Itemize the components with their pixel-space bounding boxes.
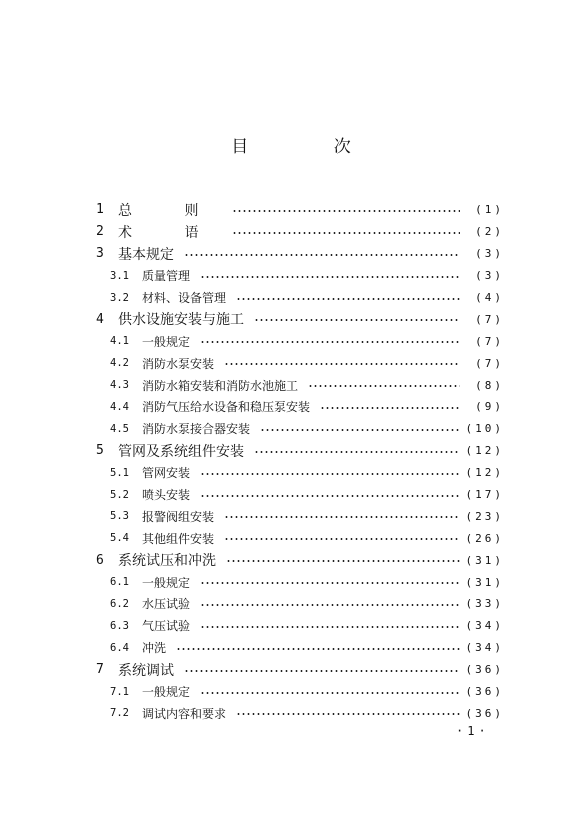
toc-entry-title: 调试内容和要求 (142, 706, 227, 721)
dot-leader (224, 363, 460, 365)
dot-leader (226, 560, 460, 562)
dot-leader (224, 516, 460, 518)
dot-leader (232, 210, 460, 212)
toc-entry-page: (26) (465, 531, 504, 545)
toc-entry-number: 7.1 (110, 685, 129, 698)
toc-entry-title: 消防气压给水设备和稳压泵安装 (142, 400, 311, 415)
toc-chapter-row (96, 549, 504, 571)
toc-entry-title: 消防水泵接合器安装 (142, 422, 251, 437)
toc-entry-page: (33) (465, 597, 504, 611)
toc-entry-number: 4.4 (110, 400, 129, 413)
toc-entry-page: (12) (465, 466, 504, 480)
toc-entry-title: 术 语 (118, 224, 223, 241)
toc-entry-title: 系统调试 (118, 662, 174, 679)
toc-entry-page: (2) (475, 225, 504, 239)
toc-entry-title: 总 则 (118, 202, 223, 219)
toc-entry-number: 6.3 (110, 619, 129, 632)
toc-entry-title: 管网及系统组件安装 (118, 443, 244, 460)
toc-entry-title: 管网安装 (142, 466, 191, 481)
toc-entry-title: 喷头安装 (142, 488, 191, 503)
toc-chapter-row (96, 243, 504, 265)
toc-entry-page: (23) (465, 509, 504, 523)
dot-leader (236, 713, 460, 715)
toc-entry-page: (10) (465, 422, 504, 436)
toc-section-row (96, 418, 504, 440)
toc-entry-number: 5.2 (110, 488, 129, 501)
toc-chapter-row (96, 659, 504, 681)
toc-section-row (96, 352, 504, 374)
toc-entry-page: (31) (465, 575, 504, 589)
toc-section-row (96, 374, 504, 396)
page-title: 目 次 (231, 137, 391, 157)
toc-entry-page: (34) (465, 619, 504, 633)
toc-section-row (96, 287, 504, 309)
dot-leader (200, 495, 460, 497)
toc-section-row (96, 265, 504, 287)
toc-entry-page: (34) (465, 641, 504, 655)
toc-entry-number: 5 (96, 443, 104, 459)
toc-entry-number: 3 (96, 246, 104, 262)
toc-section-row (96, 505, 504, 527)
toc-entry-title: 材料、设备管理 (142, 291, 227, 305)
toc-entry-page: (3) (475, 247, 504, 261)
toc-entry-title: 报警阀组安装 (142, 509, 215, 524)
dot-leader (176, 648, 460, 650)
toc-entry-page: (9) (475, 400, 504, 414)
toc-section-row (96, 681, 504, 703)
toc-entry-title: 水压试验 (142, 597, 191, 612)
dot-leader (200, 276, 460, 278)
toc-entry-title: 气压试验 (142, 619, 191, 634)
toc-entry-number: 6.4 (110, 641, 129, 654)
toc-section-row (96, 484, 504, 506)
dot-leader (236, 298, 460, 300)
toc-entry-number: 7 (96, 662, 104, 678)
toc-section-row (96, 462, 504, 484)
toc-section-row (96, 637, 504, 659)
toc-entry-number: 3.2 (110, 291, 129, 304)
toc-entry-page: (12) (465, 444, 504, 458)
toc-section-row (96, 571, 504, 593)
toc-chapter-row (96, 199, 504, 221)
toc-entry-title: 一般规定 (142, 334, 191, 349)
toc-entry-number: 4.3 (110, 379, 129, 392)
toc-entry-number: 4.5 (110, 422, 129, 435)
toc-entry-number: 5.4 (110, 532, 129, 545)
dot-leader (200, 582, 460, 584)
dot-leader (200, 341, 460, 343)
toc-chapter-row (96, 221, 504, 243)
toc-section-row (96, 593, 504, 615)
dot-leader (308, 385, 460, 387)
toc-entry-number: 4.2 (110, 357, 129, 370)
toc-entry-number: 6.1 (110, 576, 129, 589)
toc-section-row (96, 615, 504, 637)
table-of-contents (96, 199, 504, 724)
dot-leader (200, 692, 460, 694)
toc-chapter-row (96, 440, 504, 462)
toc-entry-number: 3.1 (110, 269, 129, 282)
toc-entry-title: 其他组件安装 (142, 531, 215, 546)
toc-section-row (96, 527, 504, 549)
dot-leader (184, 254, 460, 256)
dot-leader (200, 626, 460, 628)
toc-entry-page: (4) (475, 291, 504, 304)
toc-entry-title: 冲洗 (142, 641, 167, 656)
toc-entry-page: (36) (465, 663, 504, 677)
toc-entry-number: 4 (96, 311, 104, 327)
toc-chapter-row (96, 308, 504, 330)
page-number: ·1· (456, 724, 490, 738)
toc-entry-number: 6.2 (110, 597, 129, 610)
toc-entry-title: 系统试压和冲洗 (118, 553, 216, 570)
toc-entry-number: 2 (96, 224, 104, 240)
toc-entry-title: 质量管理 (142, 269, 191, 284)
toc-entry-number: 6 (96, 552, 104, 568)
dot-leader (320, 407, 460, 409)
toc-entry-title: 供水设施安装与施工 (118, 312, 244, 329)
dot-leader (184, 670, 460, 672)
toc-entry-title: 消防水箱安装和消防水池施工 (142, 378, 299, 393)
toc-entry-number: 7.2 (110, 707, 129, 720)
dot-leader (260, 429, 460, 431)
toc-entry-page: (36) (465, 706, 504, 720)
dot-leader (232, 232, 460, 234)
toc-entry-title: 一般规定 (142, 685, 191, 700)
toc-section-row (96, 330, 504, 352)
toc-section-row (96, 702, 504, 724)
toc-entry-page: (7) (475, 312, 504, 326)
toc-section-row (96, 396, 504, 418)
dot-leader (254, 451, 460, 453)
toc-entry-number: 5.1 (110, 466, 129, 479)
toc-entry-page: (7) (475, 334, 504, 348)
toc-entry-number: 4.1 (110, 335, 129, 348)
toc-entry-page: (31) (465, 553, 504, 567)
toc-entry-title: 消防水泵安装 (142, 356, 215, 371)
toc-entry-page: (3) (475, 269, 504, 283)
toc-entry-page: (17) (465, 488, 504, 502)
toc-entry-page: (36) (465, 685, 504, 699)
toc-entry-page: (7) (475, 356, 504, 370)
dot-leader (224, 538, 460, 540)
dot-leader (254, 319, 460, 321)
toc-entry-title: 一般规定 (142, 575, 191, 590)
toc-entry-number: 5.3 (110, 510, 129, 523)
toc-entry-page: (1) (475, 203, 504, 217)
toc-entry-page: (8) (475, 378, 504, 392)
toc-entry-title: 基本规定 (118, 246, 174, 263)
dot-leader (200, 473, 460, 475)
toc-entry-number: 1 (96, 202, 104, 218)
dot-leader (200, 604, 460, 606)
